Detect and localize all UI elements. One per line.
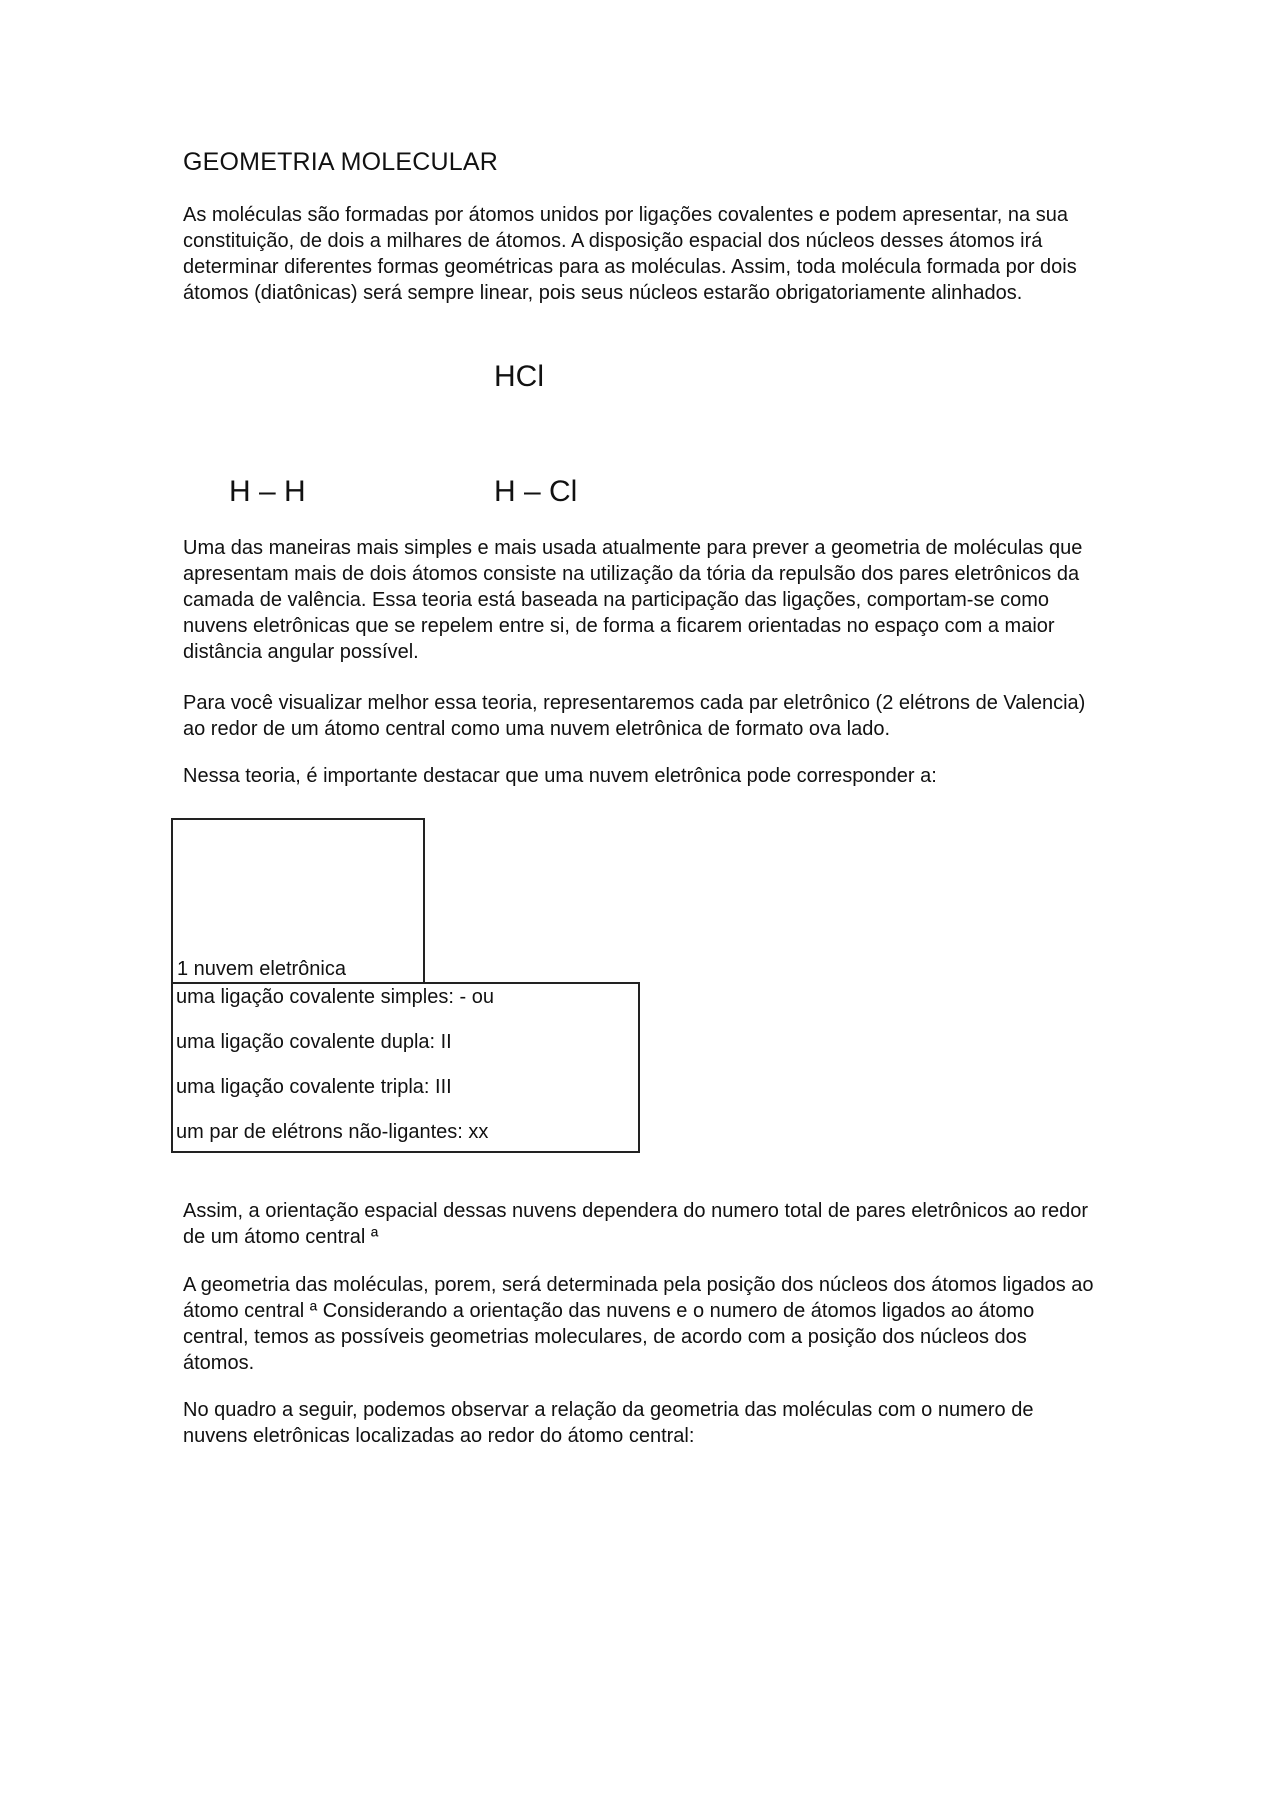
- paragraph-table-intro: No quadro a seguir, podemos observar a relação da geometria das moléculas com o numero de nuvens eletrônicas localizadas ao redor do átomo central:: [183, 1399, 1034, 1447]
- paragraph-vsepr: Uma das maneiras mais simples e mais usada atualmente para prever a geometria de moléculas que apresentam mais de dois átomos consiste na utilização da tória da repulsão dos pares eletrônicos da camada de valência. Essa teoria está baseada na participação das ligações, comportam-se como nuvens eletrônicas que se repelem entre si, de forma a ficarem orientadas no espaço com a maior distância angular possível.: [183, 537, 1083, 663]
- cloud-type-single-bond: uma ligação covalente simples: - ou: [176, 986, 494, 1008]
- paragraph-cloud-intro: Nessa teoria, é importante destacar que uma nuvem eletrônica pode corresponder a:: [183, 765, 937, 787]
- formula-hcl-label: HCl: [494, 360, 544, 393]
- formula-hcl-bond: H – Cl: [494, 475, 578, 508]
- paragraph-visualize: Para você visualizar melhor essa teoria, representaremos cada par eletrônico (2 elétrons de Valencia) ao redor de um átomo central como uma nuvem eletrônica de formato ova lado.: [183, 692, 1086, 740]
- cloud-type-double-bond: uma ligação covalente dupla: II: [176, 1031, 452, 1053]
- formula-h2: H – H: [229, 475, 306, 508]
- cloud-type-lone-pair: um par de elétrons não-ligantes: xx: [176, 1121, 489, 1143]
- paragraph-intro: As moléculas são formadas por átomos unidos por ligações covalentes e podem apresentar, na sua constituição, de dois a milhares de átomos. A disposição espacial dos núcleos desses átomos irá determinar diferentes formas geométricas para as moléculas. Assim, toda molécula formada por dois átomos (diatônicas) será sempre linear, pois seus núcleos estarão obrigatoriamente alinhados.: [183, 204, 1077, 304]
- cloud-illustration-box: [171, 818, 425, 982]
- cloud-label: 1 nuvem eletrônica: [177, 958, 346, 980]
- document-title: GEOMETRIA MOLECULAR: [183, 148, 498, 176]
- cloud-types-box: [171, 982, 640, 1153]
- paragraph-geometry: A geometria das moléculas, porem, será determinada pela posição dos núcleos dos átomos ligados ao átomo central ª Considerando a orientação das nuvens e o numero de átomos ligados ao átomo central, temos as possíveis geometrias moleculares, de acordo com a posição dos núcleos dos átomos.: [183, 1274, 1094, 1374]
- cloud-type-triple-bond: uma ligação covalente tripla: III: [176, 1076, 452, 1098]
- paragraph-orientation: Assim, a orientação espacial dessas nuvens dependera do numero total de pares eletrônicos ao redor de um átomo central ª: [183, 1200, 1088, 1248]
